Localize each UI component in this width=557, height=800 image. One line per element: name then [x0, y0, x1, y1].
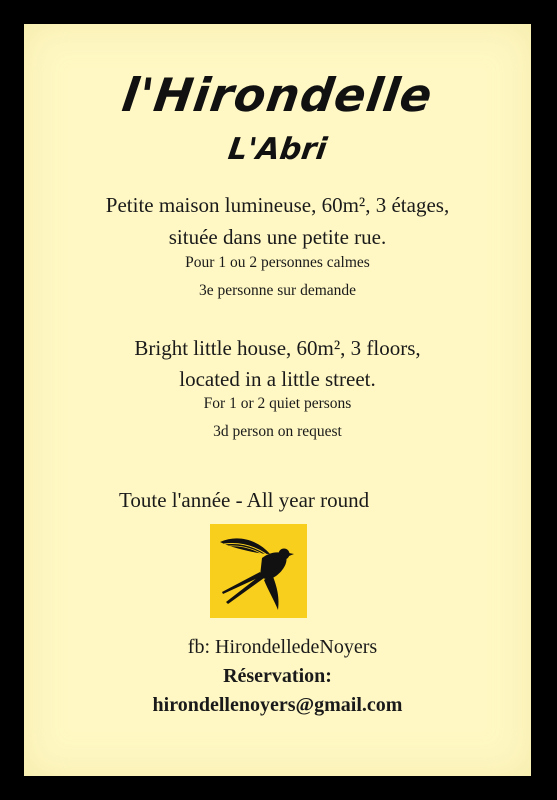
- reservation-label: Réservation:: [223, 665, 332, 687]
- english-description-line-1: Bright little house, 60m², 3 floors,: [134, 336, 421, 360]
- flyer-title: l'Hirondelle: [118, 68, 437, 122]
- facebook-handle: fb: HirondelledeNoyers: [187, 636, 378, 658]
- flyer-subtitle: L'Abri: [225, 132, 329, 167]
- french-description-line-1: Petite maison lumineuse, 60m², 3 étages,: [105, 193, 450, 217]
- french-description-line-2: située dans une petite rue.: [168, 225, 387, 249]
- availability-text: Toute l'année - All year round: [119, 488, 370, 512]
- english-extra-person-line: 3d person on request: [213, 423, 342, 440]
- swallow-icon: [210, 524, 307, 618]
- english-capacity-line: For 1 or 2 quiet persons: [203, 395, 352, 412]
- swallow-badge: [210, 524, 307, 618]
- contact-email[interactable]: hirondellenoyers@gmail.com: [152, 694, 403, 716]
- french-extra-person-line: 3e personne sur demande: [198, 282, 357, 299]
- french-capacity-line: Pour 1 ou 2 personnes calmes: [185, 254, 370, 271]
- flyer-card: [24, 24, 531, 776]
- english-description-line-2: located in a little street.: [179, 367, 376, 391]
